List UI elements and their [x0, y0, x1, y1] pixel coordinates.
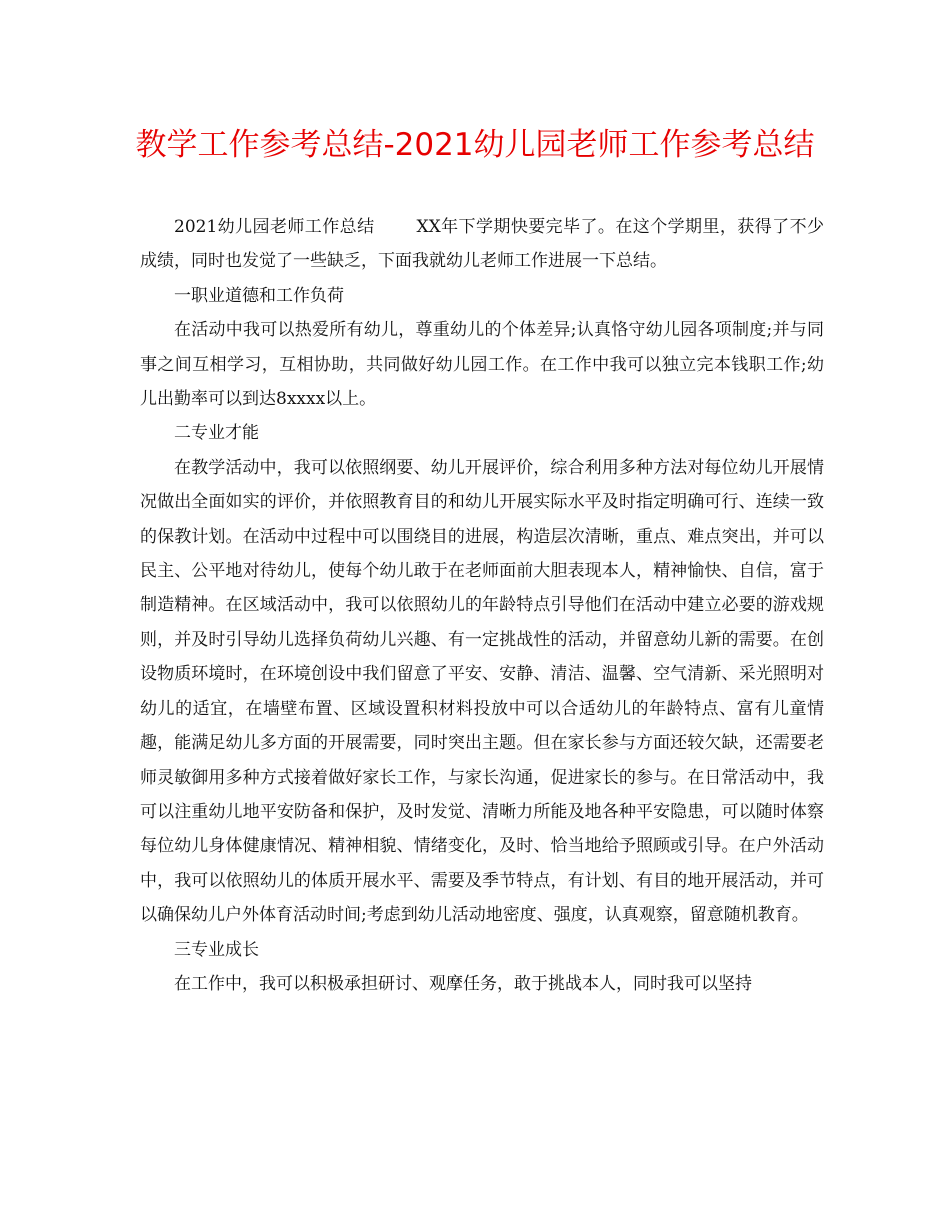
document-title: 教学工作参考总结-2021幼儿园老师工作参考总结 [135, 127, 815, 163]
section-heading: 二专业才能 [174, 423, 259, 444]
document-body [140, 210, 824, 1001]
intro-text: XX年下学期快要完毕了。在这个学期里，获得了不少成绩，同时也发觉了一些缺乏，下面我就幼儿老师工作进展一下总结。 [140, 217, 824, 272]
section-heading: 三专业成长 [174, 939, 259, 960]
section-paragraph: 在教学活动中，我可以依照纲要、幼儿开展评价，综合利用多种方法对每位幼儿开展情况做出全面如实的评价，并依照教育目的和幼儿开展实际水平及时指定明确可行、连续一致的保教计划。在活动中过程中可以围绕目的进展，构造层次清晰，重点、难点突出，并可以民主、公平地对待幼儿，使每个幼儿敢于在老师面前大胆表现本人，精神愉快、自信，富于制造精神。在区域活动中，我可以依照幼儿的年龄特点引导他们在活动中建立必要的游戏规则，并及时引导幼儿选择负荷幼儿兴趣、有一定挑战性的活动，并留意幼儿新的需要。在创设物质环境时，在环境创设中我们留意了平安、安静、清洁、温馨、空气清新、采光照明对幼儿的适宜，在墙壁布置、区域设置积材料投放中可以合适幼儿的年龄特点、富有儿童情趣，能满足幼儿多方面的开展需要，同时突出主题。但在家长参与方面还较欠缺，还需要老师灵敏御用多种方式接着做好家长工作，与家长沟通，促进家长的参与。在日常活动中，我可以注重幼儿地平安防备和保护，及时发觉、清晰力所能及地各种平安隐患，可以随时体察每位幼儿身体健康情况、精神相貌、情绪变化，及时、恰当地给予照顾或引导。在户外活动中，我可以依照幼儿的体质开展水平、需要及季节特点，有计划、有目的地开展活动，并可以确保幼儿户外体育活动时间;考虑到幼儿活动地密度、强度，认真观察，留意随机教育。 [140, 457, 824, 926]
intro-label: 2021幼儿园老师工作总结 [174, 217, 375, 237]
section-heading: 一职业道德和工作负荷 [174, 285, 344, 306]
section-paragraph: 在活动中我可以热爱所有幼儿，尊重幼儿的个体差异;认真恪守幼儿园各项制度;并与同事之间互相学习，互相协助，共同做好幼儿园工作。在工作中我可以独立完本钱职工作;幼儿出勤率可以到达8xxxx以上。 [140, 320, 824, 410]
intro-paragraph [140, 210, 824, 279]
section-paragraph: 在工作中，我可以积极承担研讨、观摩任务，敢于挑战本人，同时我可以坚持 [174, 973, 752, 994]
